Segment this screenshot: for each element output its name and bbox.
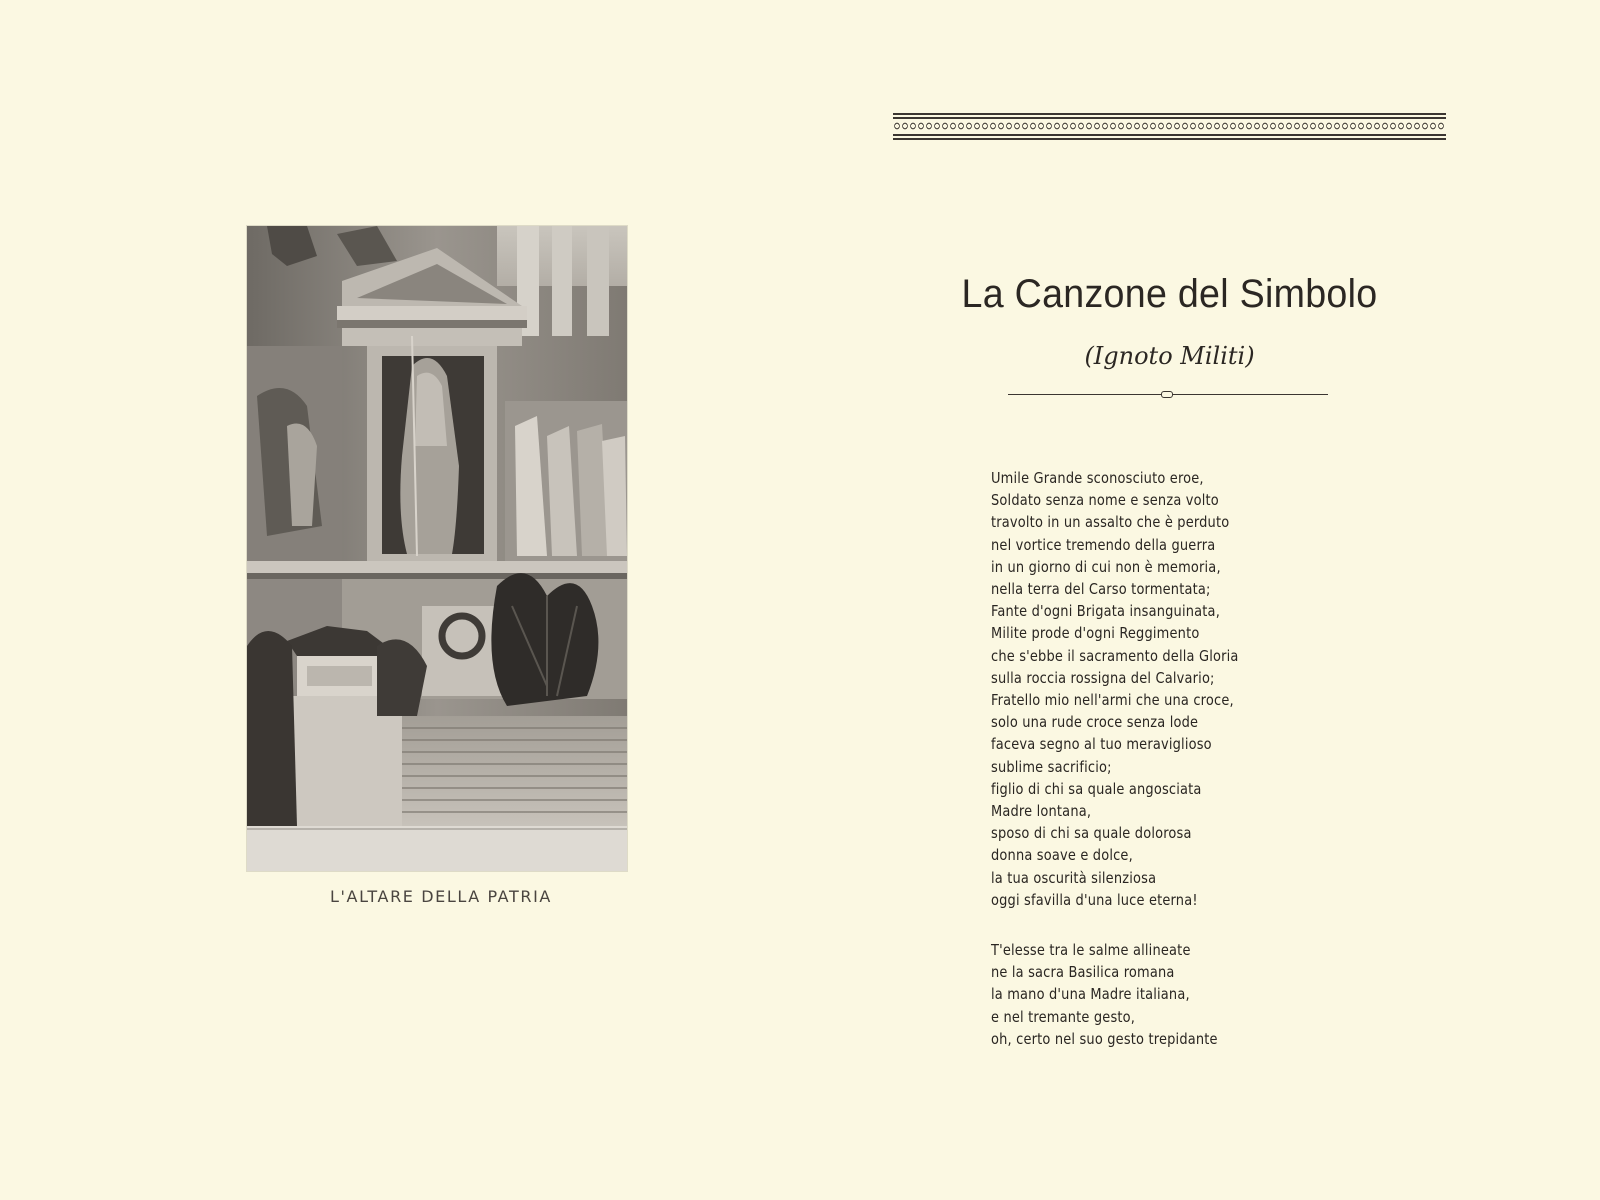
photo-caption: L'ALTARE DELLA PATRIA xyxy=(330,887,552,906)
verse-line: Madre lontana, xyxy=(991,802,1092,821)
verse-line: travolto in un assalto che è perduto xyxy=(991,513,1230,532)
right-page xyxy=(800,0,1600,1200)
verse-line: Fratello mio nell'armi che una croce, xyxy=(991,691,1234,710)
verse-line: oggi sfavilla d'una luce eterna! xyxy=(991,890,1198,909)
verse-line: sposo di chi sa quale dolorosa xyxy=(991,824,1192,843)
verse-line: in un giorno di cui non è memoria, xyxy=(991,557,1221,576)
verse-line: solo una rude croce senza lode xyxy=(991,713,1199,732)
stanza-2 xyxy=(991,939,1411,1050)
verse-line: nel vortice tremendo della guerra xyxy=(991,535,1216,554)
header-border-ornament xyxy=(893,112,1446,142)
verse-line: Milite prode d'ogni Reggimento xyxy=(991,624,1200,643)
title-divider xyxy=(1008,390,1328,400)
verse-line: e nel tremante gesto, xyxy=(991,1007,1136,1026)
verse-line: Soldato senza nome e senza volto xyxy=(991,491,1219,510)
verse-line: la tua oscurità silenziosa xyxy=(991,868,1157,887)
verse-line: Fante d'ogni Brigata insanguinata, xyxy=(991,602,1220,621)
verse-line: figlio di chi sa quale angosciata xyxy=(991,779,1202,798)
poem-title: La Canzone del Simbolo xyxy=(961,272,1378,316)
verse-line: T'elesse tra le salme allineate xyxy=(991,941,1191,959)
verse-line: faceva segno al tuo meraviglioso xyxy=(991,735,1212,754)
verse-line: che s'ebbe il sacramento della Gloria xyxy=(991,646,1239,665)
monument-photo-icon xyxy=(247,226,627,871)
monument-photo xyxy=(247,226,627,871)
stanza-1 xyxy=(991,467,1411,911)
verse-line: Umile Grande sconosciuto eroe, xyxy=(991,469,1204,487)
verse-line: nella terra del Carso tormentata; xyxy=(991,580,1211,599)
poem-subtitle: (Ignoto Militi) xyxy=(1084,342,1255,370)
verse-line: sulla roccia rossigna del Calvario; xyxy=(991,668,1215,687)
verse-line: sublime sacrificio; xyxy=(991,757,1112,776)
verse-line: la mano d'una Madre italiana, xyxy=(991,985,1190,1004)
verse-line: donna soave e dolce, xyxy=(991,846,1133,865)
verse-line: oh, certo nel suo gesto trepidante xyxy=(991,1029,1218,1048)
verse-line: ne la sacra Basilica romana xyxy=(991,963,1175,982)
